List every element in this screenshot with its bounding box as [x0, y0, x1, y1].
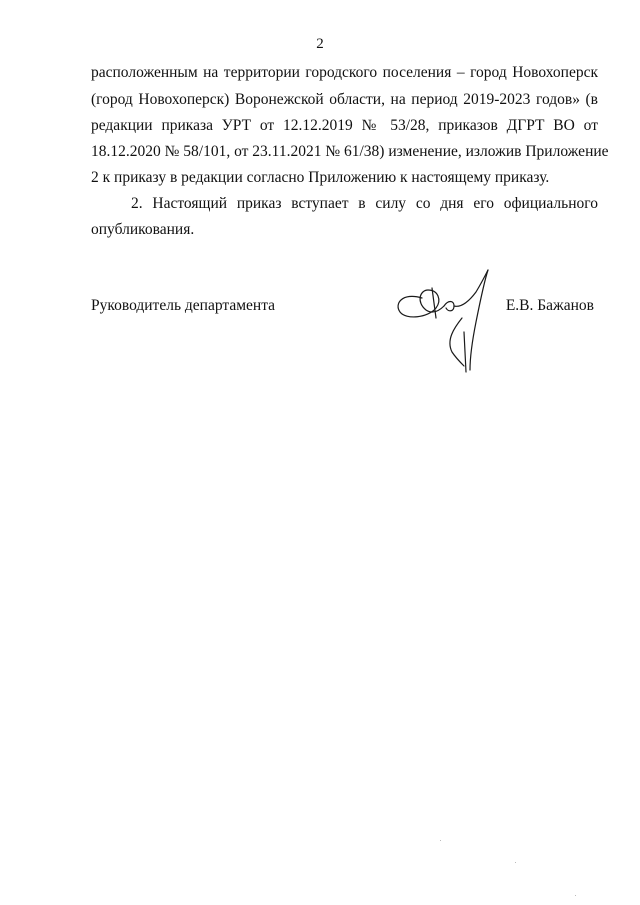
paragraph-1-line-3: редакции приказа УРТ от 12.12.2019 № 53/28, приказов ДГРТ ВО от	[91, 117, 598, 134]
paragraph-1-line-1: расположенным на территории городского поселения – город Новохоперск	[91, 64, 598, 81]
scan-speck	[440, 840, 441, 841]
signer-role: Руководитель департамента	[91, 297, 276, 314]
signature-image	[392, 262, 502, 377]
paragraph-1-line-2: (город Новохоперск) Воронежской области, на период 2019-2023 годов» (в	[91, 91, 598, 108]
signer-name: Е.В. Бажанов	[505, 297, 594, 314]
paragraph-1-line-4: 18.12.2020 № 58/101, от 23.11.2021 № 61/38) изменение, изложив Приложение	[91, 143, 609, 160]
scan-speck	[575, 895, 576, 896]
paragraph-2-line-2: опубликования.	[91, 221, 195, 238]
paragraph-2-line-1: 2. Настоящий приказ вступает в силу со дня его официального	[131, 195, 598, 212]
paragraph-1-line-5: 2 к приказу в редакции согласно Приложению к настоящему приказу.	[91, 169, 550, 186]
scan-speck	[515, 862, 516, 863]
page-number: 2	[316, 36, 324, 52]
